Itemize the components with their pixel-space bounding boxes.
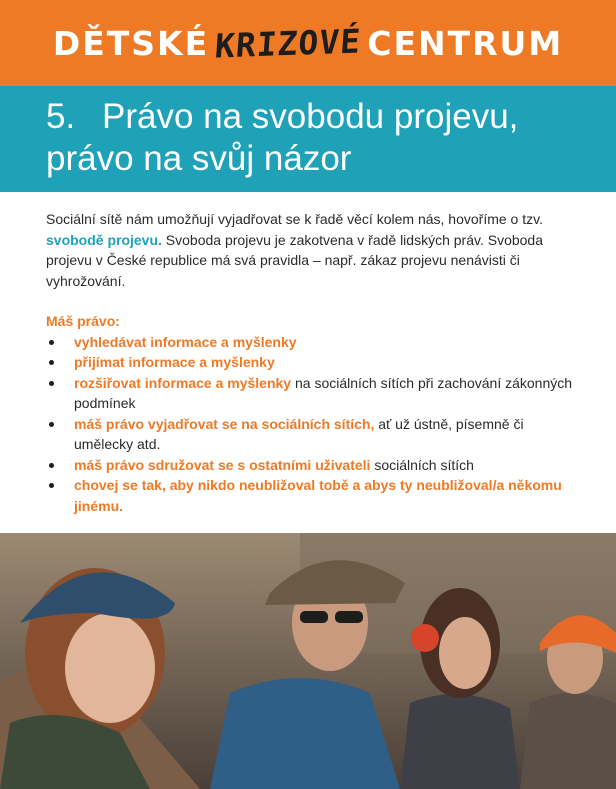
- list-item-bold: chovej se tak, aby nikdo neubližoval tobě a abys ty neubližoval/a někomu jinému.: [74, 477, 562, 514]
- intro-text-1: Sociální sítě nám umožňují vyjadřovat se k řadě věcí kolem nás, hovoříme o tzv.: [46, 211, 543, 227]
- brand-part-1: DĚTSKÉ: [52, 23, 210, 63]
- main-content: [46, 209, 576, 516]
- list-item: [46, 332, 576, 353]
- title-line-1-text: Právo na svobodu projevu,: [102, 97, 519, 136]
- list-item: [46, 475, 576, 516]
- teenagers-photo: [0, 533, 616, 789]
- teenagers-using-phones-illustration: [0, 533, 616, 789]
- list-item: [46, 455, 576, 476]
- list-item: [46, 414, 576, 455]
- list-item-bold: máš právo sdružovat se s ostatními uživateli: [74, 456, 371, 473]
- list-item-rest: na sociálních sítích při zachování zákonných podmínek: [74, 374, 573, 411]
- brand-header: [0, 0, 616, 86]
- brand-logo: [52, 20, 564, 66]
- brand-part-3: CENTRUM: [367, 23, 564, 63]
- title-line-1: [46, 96, 616, 138]
- rights-heading: Máš právo:: [46, 313, 120, 329]
- headphones: [411, 624, 439, 652]
- intro-highlight: svobodě projevu.: [46, 231, 162, 248]
- page-title: [0, 86, 616, 192]
- list-item: [46, 373, 576, 414]
- brand-part-2: KRIZOVÉ: [213, 20, 363, 66]
- rights-list: [46, 332, 576, 517]
- list-item-rest: sociálních sítích: [370, 456, 474, 473]
- list-item-bold: máš právo vyjadřovat se na sociálních sítích,: [74, 415, 375, 432]
- intro-text-2: Svoboda projevu je zakotvena v řadě lidských práv. Svoboda projevu v České republice má svá pravidla – např. zákaz projevu nenávisti či vyhrožování.: [46, 231, 543, 289]
- intro-paragraph: [46, 209, 576, 291]
- list-item-bold: rozšiřovat informace a myšlenky: [74, 374, 292, 391]
- list-item-bold: vyhledávat informace a myšlenky: [74, 333, 297, 350]
- title-number: 5.: [46, 97, 76, 136]
- list-item-bold: přijímat informace a myšlenky: [74, 354, 275, 370]
- title-line-2: právo na svůj názor: [46, 139, 352, 178]
- list-item: [46, 352, 576, 373]
- list-item-rest: ať už ústně, písemně či umělecky atd.: [74, 415, 524, 452]
